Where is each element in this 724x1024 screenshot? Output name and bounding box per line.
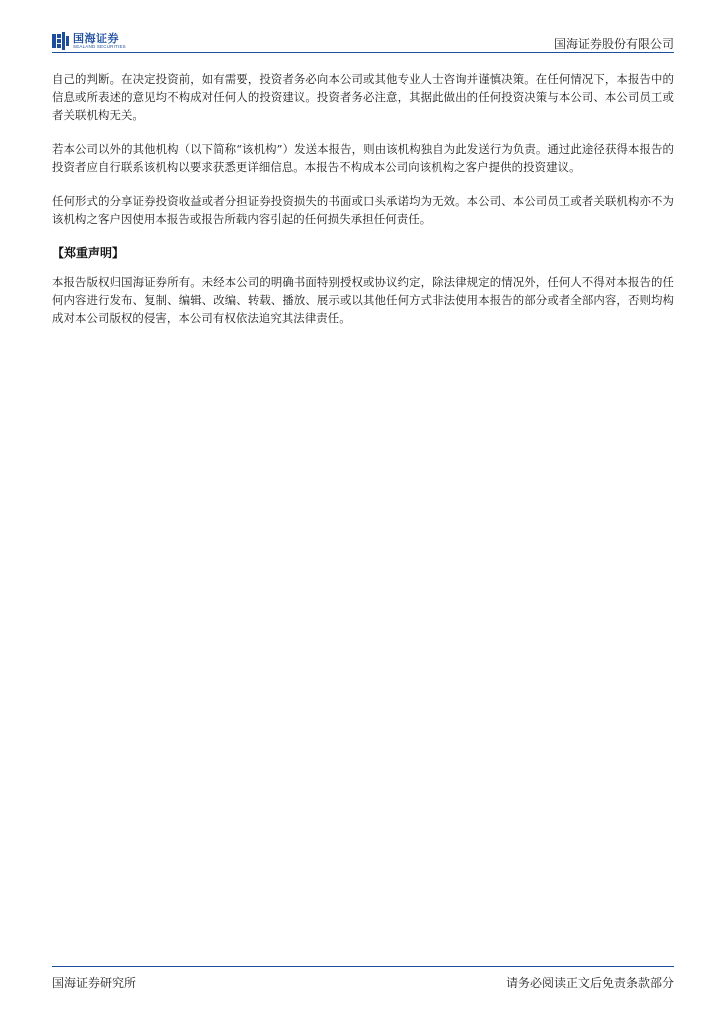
sealand-logo-icon [52, 32, 70, 50]
document-body [52, 70, 674, 343]
header-company-name: 国海证券股份有限公司 [553, 37, 674, 51]
disclaimer-paragraph-3: 任何形式的分享证券投资收益或者分担证券投资损失的书面或口头承诺均为无效。本公司、本公司员工或者关联机构亦不为该机构之客户因使用本报告或报告所载内容引起的任何损失承担任何责任。 [52, 194, 674, 226]
disclaimer-paragraph-1: 自己的判断。在决定投资前，如有需要，投资者务必向本公司或其他专业人士咨询并谨慎决策。在任何情况下，本报告中的信息或所表述的意见均不构成对任何人的投资建议。投资者务必注意，其据此做出的任何投资决策与本公司、本公司员工或者关联机构无关。 [52, 72, 674, 122]
company-logo [52, 30, 126, 52]
footer-divider [52, 966, 674, 967]
footer-disclaimer-note: 请务必阅读正文后免责条款部分 [505, 976, 674, 990]
copyright-paragraph: 本报告版权归国海证券所有。未经本公司的明确书面特别授权或协议约定，除法律规定的情况外，任何人不得对本报告的任何内容进行发布、复制、编辑、改编、转载、播放、展示或以其他任何方式非法使用本报告的部分或者全部内容，否则均构成对本公司版权的侵害，本公司有权依法追究其法律责任。 [52, 275, 674, 325]
disclaimer-paragraph-2: 若本公司以外的其他机构（以下简称“该机构”）发送本报告，则由该机构独自为此发送行为负责。通过此途径获得本报告的投资者应自行联系该机构以要求获悉更详细信息。本报告不构成本公司向该机构之客户提供的投资建议。 [52, 142, 674, 174]
logo-english-name: SEALAND SECURITIES [73, 43, 126, 49]
footer-institute: 国海证券研究所 [52, 976, 137, 990]
logo-chinese-name: 国海证券 [73, 31, 119, 45]
header-divider [52, 52, 674, 53]
solemn-statement-heading: 【郑重声明】 [52, 246, 125, 260]
page-header [52, 30, 674, 52]
